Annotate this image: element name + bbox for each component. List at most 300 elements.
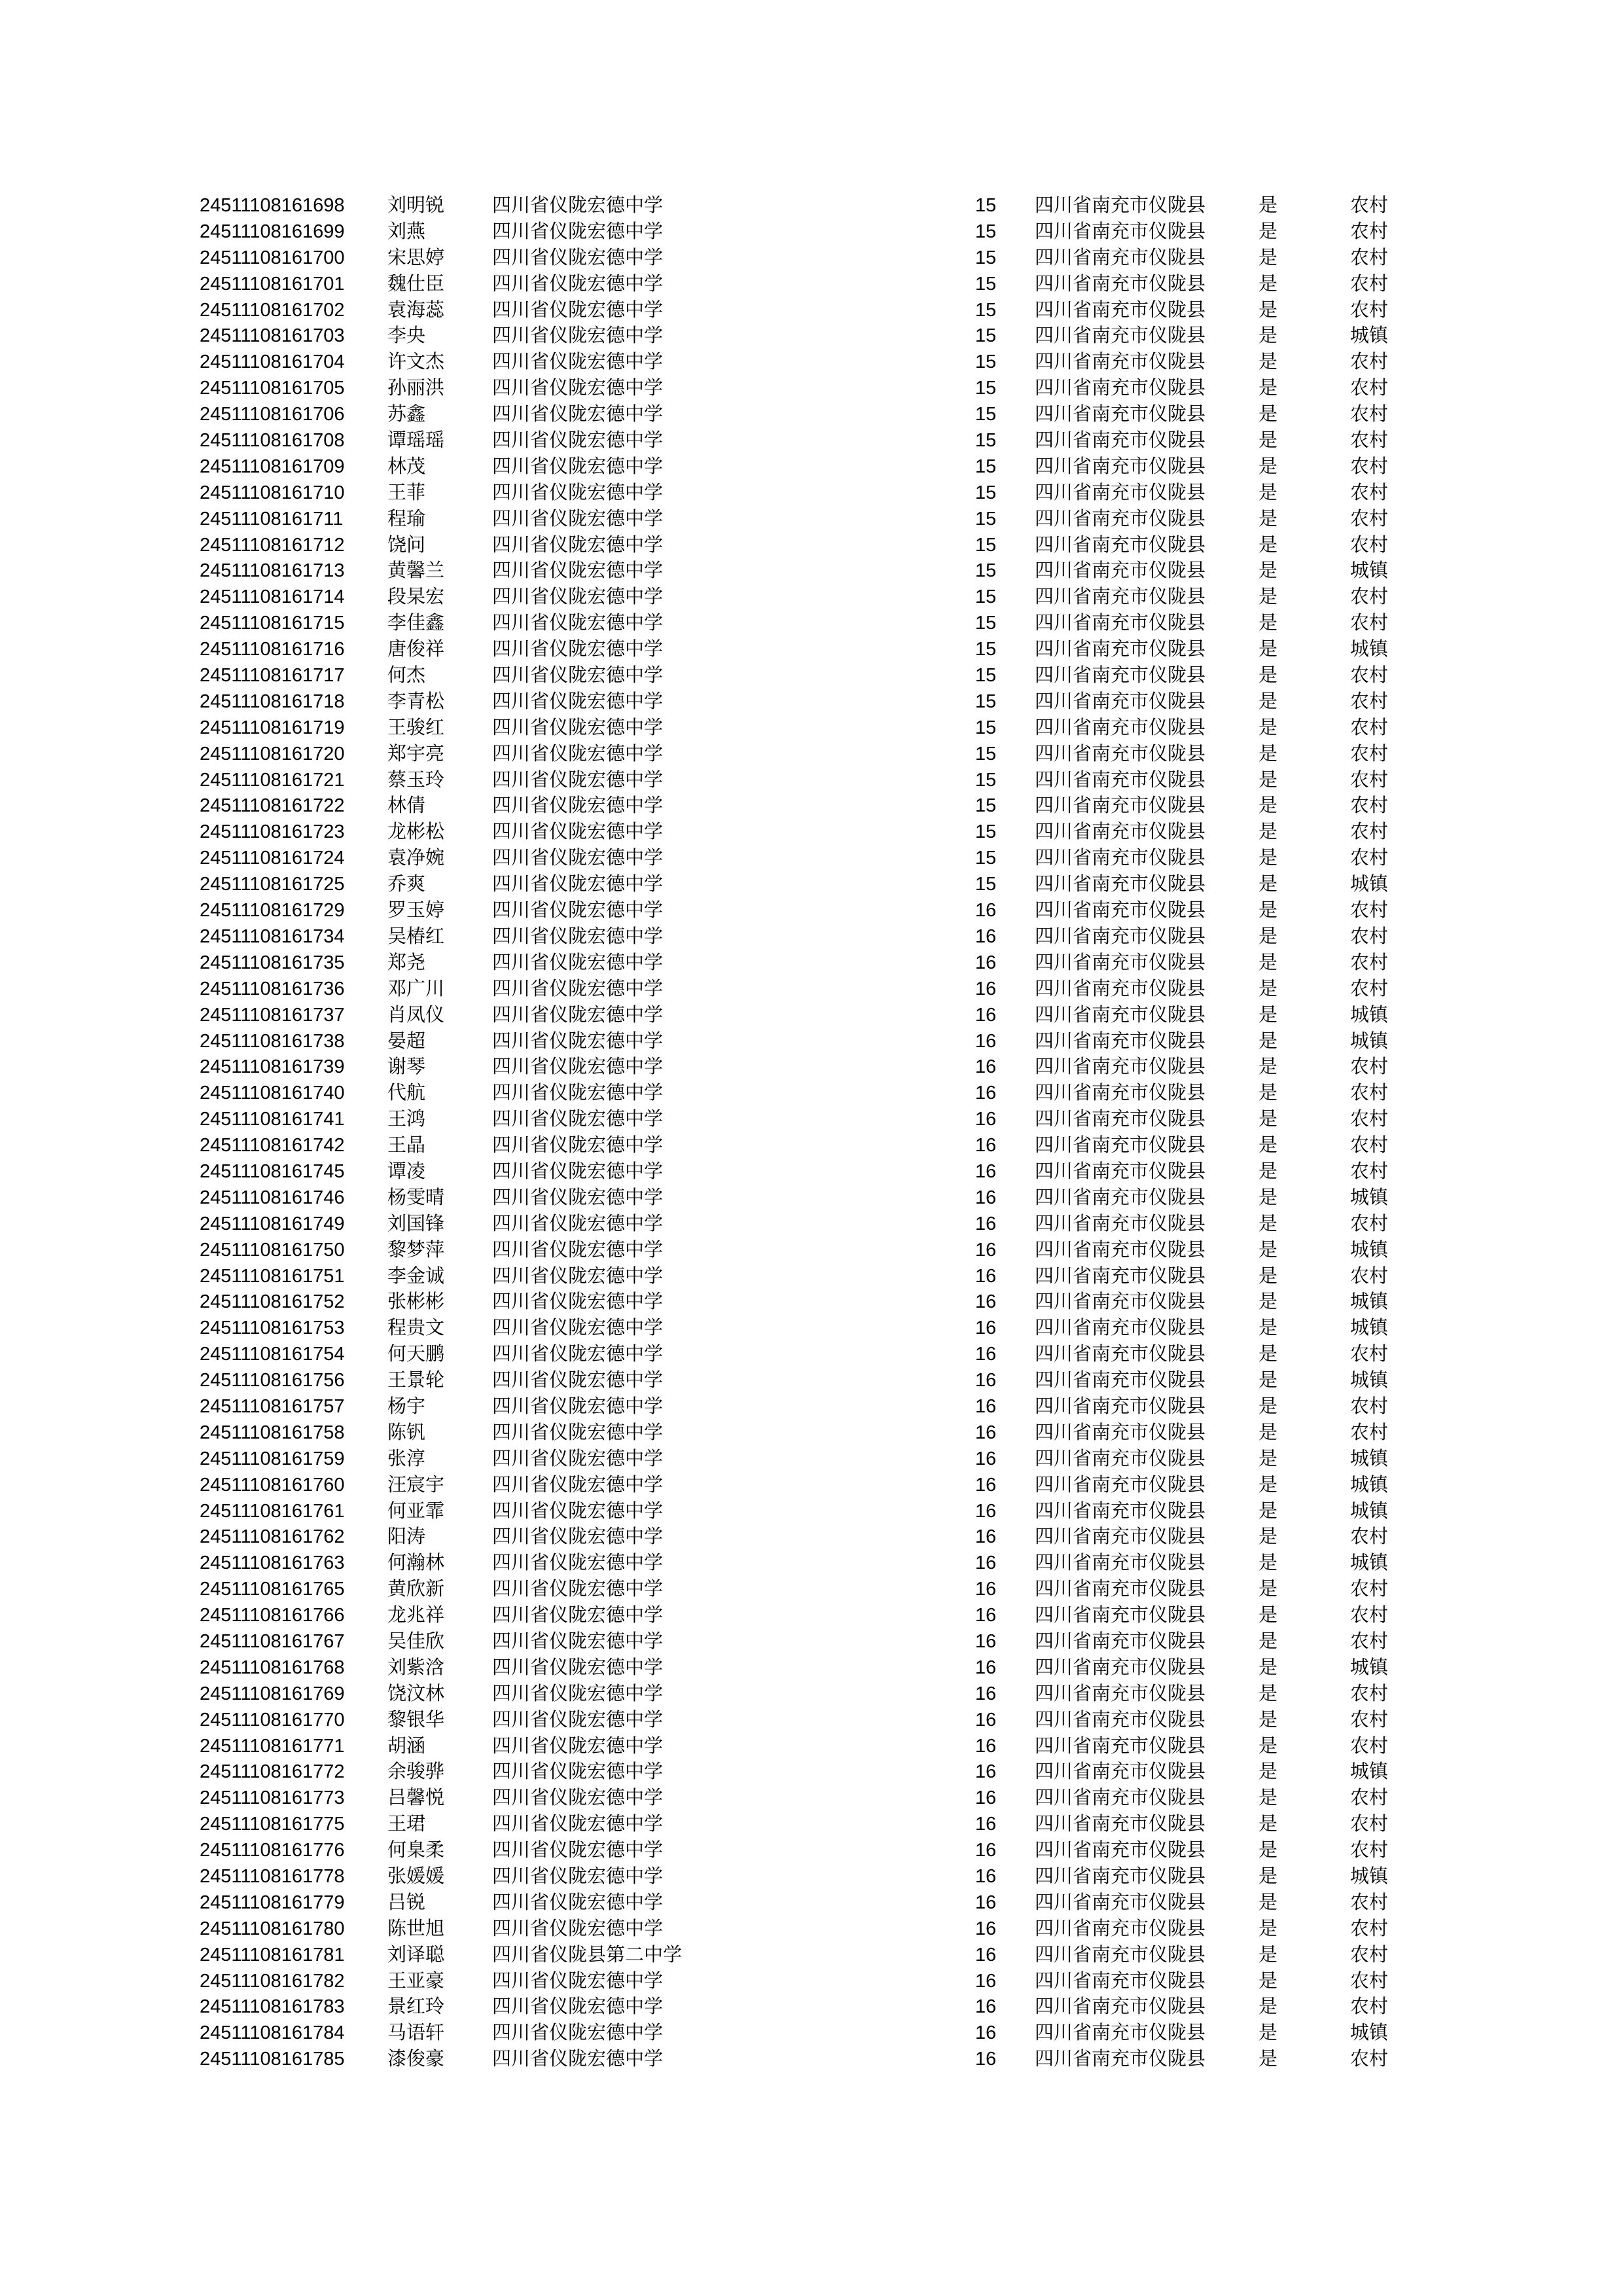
table-row (0, 898, 1623, 924)
student-name-cell: 黎梦萍 (387, 1239, 445, 1261)
region-cell: 四川省南充市仪陇县 (1035, 848, 1206, 869)
school-cell: 四川省仪陇宏德中学 (492, 821, 664, 843)
exam-number-cell: 24511108161737 (200, 1004, 345, 1026)
student-name-cell: 乔爽 (387, 874, 426, 895)
flag-cell: 是 (1258, 1944, 1278, 1965)
region-cell: 四川省南充市仪陇县 (1035, 1605, 1206, 1626)
student-name-cell: 王菲 (387, 482, 426, 503)
exam-number-cell: 24511108161714 (200, 586, 345, 608)
region-cell: 四川省南充市仪陇县 (1035, 691, 1206, 712)
value-cell: 15 (975, 743, 997, 764)
flag-cell: 是 (1258, 717, 1278, 738)
value-cell: 16 (975, 1370, 997, 1391)
value-cell: 16 (975, 1552, 997, 1574)
school-cell: 四川省仪陇宏德中学 (492, 1970, 664, 1992)
value-cell: 15 (975, 586, 997, 608)
area-type-cell: 农村 (1350, 1579, 1389, 1600)
flag-cell: 是 (1258, 1709, 1278, 1731)
value-cell: 16 (975, 1944, 997, 1965)
exam-number-cell: 24511108161772 (200, 1761, 345, 1783)
exam-number-cell: 24511108161771 (200, 1735, 345, 1757)
school-cell: 四川省仪陇宏德中学 (492, 1657, 664, 1678)
area-type-cell: 农村 (1350, 1526, 1389, 1548)
flag-cell: 是 (1258, 482, 1278, 503)
school-cell: 四川省仪陇宏德中学 (492, 1787, 664, 1809)
region-cell: 四川省南充市仪陇县 (1035, 325, 1206, 347)
school-cell: 四川省仪陇宏德中学 (492, 1474, 664, 1496)
value-cell: 16 (975, 1030, 997, 1052)
area-type-cell: 农村 (1350, 1918, 1389, 1939)
table-row (0, 742, 1623, 768)
student-name-cell: 漆俊豪 (387, 2049, 445, 2070)
exam-number-cell: 24511108161763 (200, 1552, 345, 1574)
student-name-cell: 苏鑫 (387, 404, 426, 425)
region-cell: 四川省南充市仪陇县 (1035, 1866, 1206, 1887)
school-cell: 四川省仪陇宏德中学 (492, 1344, 664, 1365)
flag-cell: 是 (1258, 952, 1278, 973)
area-type-cell: 农村 (1350, 1056, 1389, 1078)
area-type-cell: 农村 (1350, 1683, 1389, 1704)
student-name-cell: 饶问 (387, 534, 426, 556)
area-type-cell: 农村 (1350, 1395, 1389, 1417)
region-cell: 四川省南充市仪陇县 (1035, 1892, 1206, 1913)
table-row (0, 1081, 1623, 1107)
area-type-cell: 城镇 (1350, 1866, 1389, 1887)
region-cell: 四川省南充市仪陇县 (1035, 273, 1206, 295)
student-name-cell: 程瑜 (387, 508, 426, 529)
flag-cell: 是 (1258, 1213, 1278, 1234)
school-cell: 四川省仪陇宏德中学 (492, 1213, 664, 1234)
flag-cell: 是 (1258, 1996, 1278, 2018)
table-row (0, 1316, 1623, 1342)
exam-number-cell: 24511108161754 (200, 1344, 345, 1365)
exam-number-cell: 24511108161708 (200, 430, 345, 452)
student-name-cell: 刘译聪 (387, 1944, 445, 1965)
student-name-cell: 吴佳欣 (387, 1630, 445, 1652)
value-cell: 16 (975, 1630, 997, 1652)
table-row (0, 558, 1623, 584)
flag-cell: 是 (1258, 1318, 1278, 1339)
exam-number-cell: 24511108161735 (200, 952, 345, 973)
table-row (0, 1342, 1623, 1368)
region-cell: 四川省南充市仪陇县 (1035, 1030, 1206, 1052)
school-cell: 四川省仪陇宏德中学 (492, 2022, 664, 2044)
exam-number-cell: 24511108161702 (200, 299, 345, 321)
flag-cell: 是 (1258, 221, 1278, 242)
student-name-cell: 李佳鑫 (387, 613, 445, 634)
exam-number-cell: 24511108161719 (200, 717, 345, 738)
area-type-cell: 农村 (1350, 743, 1389, 764)
value-cell: 16 (975, 1814, 997, 1835)
exam-number-cell: 24511108161739 (200, 1056, 345, 1078)
exam-number-cell: 24511108161784 (200, 2022, 345, 2044)
exam-number-cell: 24511108161740 (200, 1083, 345, 1104)
school-cell: 四川省仪陇宏德中学 (492, 1265, 664, 1287)
region-cell: 四川省南充市仪陇县 (1035, 1422, 1206, 1443)
table-row (0, 1238, 1623, 1264)
area-type-cell: 农村 (1350, 508, 1389, 529)
value-cell: 15 (975, 351, 997, 373)
flag-cell: 是 (1258, 1892, 1278, 1913)
exam-number-cell: 24511108161698 (200, 195, 345, 216)
school-cell: 四川省仪陇县第二中学 (492, 1944, 683, 1965)
flag-cell: 是 (1258, 1265, 1278, 1287)
table-row (0, 272, 1623, 298)
flag-cell: 是 (1258, 1448, 1278, 1469)
area-type-cell: 农村 (1350, 691, 1389, 712)
table-row (0, 298, 1623, 324)
school-cell: 四川省仪陇宏德中学 (492, 717, 664, 738)
school-cell: 四川省仪陇宏德中学 (492, 1552, 664, 1574)
value-cell: 15 (975, 717, 997, 738)
exam-number-cell: 24511108161759 (200, 1448, 345, 1469)
school-cell: 四川省仪陇宏德中学 (492, 1422, 664, 1443)
flag-cell: 是 (1258, 1239, 1278, 1261)
table-row (0, 1785, 1623, 1812)
flag-cell: 是 (1258, 1761, 1278, 1783)
value-cell: 16 (975, 978, 997, 999)
area-type-cell: 城镇 (1350, 2022, 1389, 2044)
school-cell: 四川省仪陇宏德中学 (492, 769, 664, 791)
region-cell: 四川省南充市仪陇县 (1035, 404, 1206, 425)
area-type-cell: 农村 (1350, 1135, 1389, 1157)
region-cell: 四川省南充市仪陇县 (1035, 900, 1206, 922)
flag-cell: 是 (1258, 378, 1278, 399)
area-type-cell: 城镇 (1350, 1448, 1389, 1469)
student-name-cell: 吕锐 (387, 1892, 426, 1913)
flag-cell: 是 (1258, 874, 1278, 895)
school-cell: 四川省仪陇宏德中学 (492, 1239, 664, 1261)
region-cell: 四川省南充市仪陇县 (1035, 1918, 1206, 1939)
value-cell: 16 (975, 1474, 997, 1496)
school-cell: 四川省仪陇宏德中学 (492, 1840, 664, 1861)
value-cell: 16 (975, 1866, 997, 1887)
student-name-cell: 张彬彬 (387, 1291, 445, 1313)
table-row (0, 1054, 1623, 1081)
area-type-cell: 农村 (1350, 1213, 1389, 1234)
student-name-cell: 刘紫浛 (387, 1657, 445, 1678)
flag-cell: 是 (1258, 1344, 1278, 1365)
area-type-cell: 农村 (1350, 769, 1389, 791)
value-cell: 15 (975, 430, 997, 452)
flag-cell: 是 (1258, 1787, 1278, 1809)
area-type-cell: 农村 (1350, 1160, 1389, 1182)
student-name-cell: 郑宇亮 (387, 743, 445, 764)
school-cell: 四川省仪陇宏德中学 (492, 900, 664, 922)
exam-number-cell: 24511108161753 (200, 1318, 345, 1339)
value-cell: 15 (975, 874, 997, 895)
flag-cell: 是 (1258, 1030, 1278, 1052)
table-row (0, 924, 1623, 950)
table-row (0, 1864, 1623, 1890)
value-cell: 16 (975, 1109, 997, 1130)
value-cell: 15 (975, 378, 997, 399)
area-type-cell: 农村 (1350, 1344, 1389, 1365)
exam-number-cell: 24511108161742 (200, 1135, 345, 1157)
table-row (0, 454, 1623, 480)
table-row (0, 402, 1623, 428)
flag-cell: 是 (1258, 586, 1278, 608)
school-cell: 四川省仪陇宏德中学 (492, 1160, 664, 1182)
value-cell: 16 (975, 1996, 997, 2018)
exam-number-cell: 24511108161769 (200, 1683, 345, 1704)
area-type-cell: 农村 (1350, 1787, 1389, 1809)
student-name-cell: 王鸿 (387, 1109, 426, 1130)
school-cell: 四川省仪陇宏德中学 (492, 1605, 664, 1626)
exam-number-cell: 24511108161783 (200, 1996, 345, 2018)
student-name-cell: 谢琴 (387, 1056, 426, 1078)
exam-number-cell: 24511108161738 (200, 1030, 345, 1052)
student-name-cell: 李金诚 (387, 1265, 445, 1287)
region-cell: 四川省南充市仪陇县 (1035, 1761, 1206, 1783)
region-cell: 四川省南充市仪陇县 (1035, 1552, 1206, 1574)
region-cell: 四川省南充市仪陇县 (1035, 195, 1206, 216)
value-cell: 16 (975, 1083, 997, 1104)
table-row (0, 376, 1623, 402)
region-cell: 四川省南充市仪陇县 (1035, 1970, 1206, 1992)
flag-cell: 是 (1258, 247, 1278, 268)
value-cell: 15 (975, 456, 997, 477)
flag-cell: 是 (1258, 1970, 1278, 1992)
table-row (0, 1838, 1623, 1864)
table-row (0, 1211, 1623, 1238)
school-cell: 四川省仪陇宏德中学 (492, 378, 664, 399)
school-cell: 四川省仪陇宏德中学 (492, 195, 664, 216)
student-name-cell: 黎银华 (387, 1709, 445, 1731)
table-row (0, 428, 1623, 454)
region-cell: 四川省南充市仪陇县 (1035, 1291, 1206, 1313)
region-cell: 四川省南充市仪陇县 (1035, 1630, 1206, 1652)
region-cell: 四川省南充市仪陇县 (1035, 925, 1206, 947)
area-type-cell: 农村 (1350, 900, 1389, 922)
school-cell: 四川省仪陇宏德中学 (492, 1187, 664, 1208)
table-row (0, 1159, 1623, 1185)
school-cell: 四川省仪陇宏德中学 (492, 430, 664, 452)
exam-number-cell: 24511108161717 (200, 665, 345, 687)
student-name-cell: 杨宇 (387, 1395, 426, 1417)
school-cell: 四川省仪陇宏德中学 (492, 247, 664, 268)
student-name-cell: 谭凌 (387, 1160, 426, 1182)
student-name-cell: 肖凤仪 (387, 1004, 445, 1026)
student-name-cell: 何亚霏 (387, 1500, 445, 1522)
school-cell: 四川省仪陇宏德中学 (492, 848, 664, 869)
region-cell: 四川省南充市仪陇县 (1035, 482, 1206, 503)
flag-cell: 是 (1258, 978, 1278, 999)
area-type-cell: 农村 (1350, 665, 1389, 687)
area-type-cell: 城镇 (1350, 1030, 1389, 1052)
area-type-cell: 农村 (1350, 848, 1389, 869)
student-name-cell: 谭瑶瑶 (387, 430, 445, 452)
area-type-cell: 农村 (1350, 1605, 1389, 1626)
school-cell: 四川省仪陇宏德中学 (492, 508, 664, 529)
region-cell: 四川省南充市仪陇县 (1035, 508, 1206, 529)
flag-cell: 是 (1258, 1135, 1278, 1157)
flag-cell: 是 (1258, 195, 1278, 216)
area-type-cell: 农村 (1350, 1265, 1389, 1287)
table-row (0, 533, 1623, 559)
school-cell: 四川省仪陇宏德中学 (492, 1448, 664, 1469)
school-cell: 四川省仪陇宏德中学 (492, 299, 664, 321)
flag-cell: 是 (1258, 1579, 1278, 1600)
area-type-cell: 农村 (1350, 299, 1389, 321)
exam-number-cell: 24511108161725 (200, 874, 345, 895)
table-row (0, 1368, 1623, 1394)
region-cell: 四川省南充市仪陇县 (1035, 1500, 1206, 1522)
table-row (0, 1681, 1623, 1708)
exam-number-cell: 24511108161734 (200, 925, 345, 947)
region-cell: 四川省南充市仪陇县 (1035, 1056, 1206, 1078)
region-cell: 四川省南充市仪陇县 (1035, 769, 1206, 791)
flag-cell: 是 (1258, 430, 1278, 452)
exam-number-cell: 24511108161760 (200, 1474, 345, 1496)
student-name-cell: 王骏红 (387, 717, 445, 738)
school-cell: 四川省仪陇宏德中学 (492, 1500, 664, 1522)
student-name-cell: 蔡玉玲 (387, 769, 445, 791)
flag-cell: 是 (1258, 508, 1278, 529)
area-type-cell: 城镇 (1350, 325, 1389, 347)
school-cell: 四川省仪陇宏德中学 (492, 1291, 664, 1313)
value-cell: 15 (975, 665, 997, 687)
area-type-cell: 农村 (1350, 821, 1389, 843)
exam-number-cell: 24511108161721 (200, 769, 345, 791)
school-cell: 四川省仪陇宏德中学 (492, 404, 664, 425)
region-cell: 四川省南充市仪陇县 (1035, 351, 1206, 373)
school-cell: 四川省仪陇宏德中学 (492, 1892, 664, 1913)
flag-cell: 是 (1258, 1422, 1278, 1443)
area-type-cell: 城镇 (1350, 1370, 1389, 1391)
exam-number-cell: 24511108161703 (200, 325, 345, 347)
value-cell: 15 (975, 482, 997, 503)
region-cell: 四川省南充市仪陇县 (1035, 795, 1206, 817)
value-cell: 16 (975, 1526, 997, 1548)
area-type-cell: 农村 (1350, 378, 1389, 399)
school-cell: 四川省仪陇宏德中学 (492, 351, 664, 373)
area-type-cell: 城镇 (1350, 1657, 1389, 1678)
flag-cell: 是 (1258, 299, 1278, 321)
student-name-cell: 余骏骅 (387, 1761, 445, 1783)
table-row (0, 1524, 1623, 1551)
value-cell: 15 (975, 769, 997, 791)
region-cell: 四川省南充市仪陇县 (1035, 1579, 1206, 1600)
school-cell: 四川省仪陇宏德中学 (492, 560, 664, 582)
area-type-cell: 农村 (1350, 717, 1389, 738)
flag-cell: 是 (1258, 273, 1278, 295)
exam-number-cell: 24511108161709 (200, 456, 345, 477)
region-cell: 四川省南充市仪陇县 (1035, 586, 1206, 608)
area-type-cell: 农村 (1350, 1814, 1389, 1835)
area-type-cell: 农村 (1350, 1892, 1389, 1913)
exam-number-cell: 24511108161749 (200, 1213, 345, 1234)
exam-number-cell: 24511108161723 (200, 821, 345, 843)
student-name-cell: 王景轮 (387, 1370, 445, 1391)
region-cell: 四川省南充市仪陇县 (1035, 665, 1206, 687)
flag-cell: 是 (1258, 925, 1278, 947)
school-cell: 四川省仪陇宏德中学 (492, 1630, 664, 1652)
student-name-cell: 黄欣新 (387, 1579, 445, 1600)
region-cell: 四川省南充市仪陇县 (1035, 456, 1206, 477)
area-type-cell: 农村 (1350, 613, 1389, 634)
value-cell: 16 (975, 2049, 997, 2070)
area-type-cell: 城镇 (1350, 1474, 1389, 1496)
region-cell: 四川省南充市仪陇县 (1035, 978, 1206, 999)
student-name-cell: 代航 (387, 1083, 426, 1104)
school-cell: 四川省仪陇宏德中学 (492, 1004, 664, 1026)
exam-number-cell: 24511108161745 (200, 1160, 345, 1182)
area-type-cell: 农村 (1350, 1709, 1389, 1731)
value-cell: 15 (975, 821, 997, 843)
flag-cell: 是 (1258, 1500, 1278, 1522)
value-cell: 16 (975, 1265, 997, 1287)
table-row (0, 1185, 1623, 1211)
student-name-cell: 汪宸宇 (387, 1474, 445, 1496)
student-name-cell: 孙丽洪 (387, 378, 445, 399)
exam-number-cell: 24511108161718 (200, 691, 345, 712)
region-cell: 四川省南充市仪陇县 (1035, 821, 1206, 843)
region-cell: 四川省南充市仪陇县 (1035, 952, 1206, 973)
school-cell: 四川省仪陇宏德中学 (492, 1526, 664, 1548)
exam-number-cell: 24511108161776 (200, 1840, 345, 1861)
value-cell: 16 (975, 1605, 997, 1626)
value-cell: 16 (975, 1239, 997, 1261)
table-row (0, 663, 1623, 689)
value-cell: 16 (975, 1422, 997, 1443)
flag-cell: 是 (1258, 1657, 1278, 1678)
value-cell: 16 (975, 1683, 997, 1704)
value-cell: 15 (975, 195, 997, 216)
region-cell: 四川省南充市仪陇县 (1035, 299, 1206, 321)
value-cell: 15 (975, 325, 997, 347)
table-row (0, 1812, 1623, 1838)
region-cell: 四川省南充市仪陇县 (1035, 1318, 1206, 1339)
school-cell: 四川省仪陇宏德中学 (492, 1056, 664, 1078)
flag-cell: 是 (1258, 1004, 1278, 1026)
flag-cell: 是 (1258, 1291, 1278, 1313)
region-cell: 四川省南充市仪陇县 (1035, 1239, 1206, 1261)
value-cell: 15 (975, 639, 997, 660)
school-cell: 四川省仪陇宏德中学 (492, 1996, 664, 2018)
value-cell: 16 (975, 1160, 997, 1182)
exam-number-cell: 24511108161751 (200, 1265, 345, 1287)
region-cell: 四川省南充市仪陇县 (1035, 1787, 1206, 1809)
flag-cell: 是 (1258, 1370, 1278, 1391)
table-row (0, 715, 1623, 742)
region-cell: 四川省南充市仪陇县 (1035, 221, 1206, 242)
student-name-cell: 杨雯晴 (387, 1187, 445, 1208)
table-row (0, 219, 1623, 245)
school-cell: 四川省仪陇宏德中学 (492, 1135, 664, 1157)
table-row (0, 1916, 1623, 1943)
exam-number-cell: 24511108161762 (200, 1526, 345, 1548)
area-type-cell: 农村 (1350, 1944, 1389, 1965)
exam-number-cell: 24511108161736 (200, 978, 345, 999)
flag-cell: 是 (1258, 1840, 1278, 1861)
region-cell: 四川省南充市仪陇县 (1035, 1944, 1206, 1965)
flag-cell: 是 (1258, 1735, 1278, 1757)
student-name-cell: 魏仕臣 (387, 273, 445, 295)
value-cell: 16 (975, 952, 997, 973)
exam-number-cell: 24511108161701 (200, 273, 345, 295)
value-cell: 15 (975, 508, 997, 529)
area-type-cell: 农村 (1350, 1422, 1389, 1443)
area-type-cell: 农村 (1350, 586, 1389, 608)
area-type-cell: 农村 (1350, 195, 1389, 216)
table-row (0, 1446, 1623, 1473)
exam-number-cell: 24511108161767 (200, 1630, 345, 1652)
table-row (0, 793, 1623, 819)
exam-number-cell: 24511108161782 (200, 1970, 345, 1992)
school-cell: 四川省仪陇宏德中学 (492, 1918, 664, 1939)
table-row (0, 1029, 1623, 1055)
